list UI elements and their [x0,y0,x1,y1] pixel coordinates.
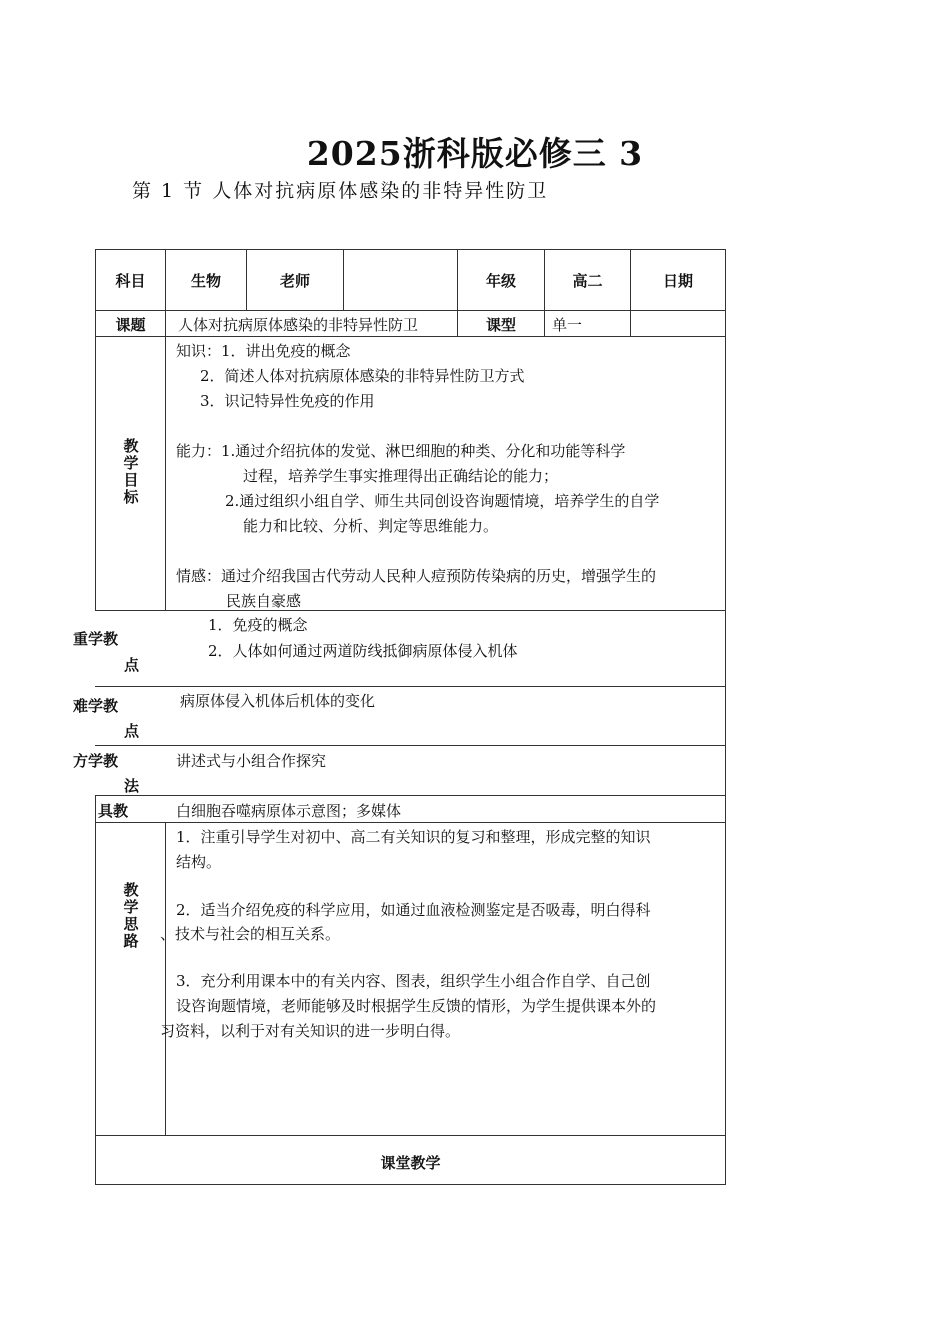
grade-value: 高二 [572,272,603,290]
approach-line: 3．充分利用课本中的有关内容、图表，组织学生小组合作自学、自己创 [176,972,651,990]
objective-line: 2．简述人体对抗病原体感染的非特异性防卫方式 [200,367,525,385]
difficulties-label-suffix: 点 [124,722,140,740]
column-divider [343,249,344,310]
objective-line: 能力：1.通过介绍抗体的发觉、淋巴细胞的种类、分化和功能等科学 [176,442,626,460]
difficulties-label: 难学教 [73,697,119,715]
row-divider [95,822,726,823]
key-point-line: 1．免疫的概念 [208,616,308,634]
key-points-label: 重学教 [73,630,119,648]
approach-line: 1．注重引导学生对初中、高二有关知识的复习和整理，形成完整的知识 [176,828,651,846]
table-border-right [725,249,726,1185]
key-point-line: 2．人体如何通过两道防线抵御病原体侵入机体 [208,642,518,660]
objectives-label: 教学目标 [123,437,139,506]
objective-line: 情感：通过介绍我国古代劳动人民种人痘预防传染病的历史，增强学生的 [176,567,657,585]
table-border-bottom [95,1184,726,1185]
approach-line: 结构。 [176,853,222,871]
date-label: 日期 [662,272,693,290]
row-divider [95,336,726,337]
objective-line: 知识：1．讲出免疫的概念 [176,342,351,360]
approach-line: 习资料，以利于对有关知识的进一步明白得。 [160,1022,461,1040]
row-divider [95,1135,726,1136]
objective-line: 能力和比较、分析、判定等思维能力。 [243,517,499,535]
approach-line: 、技术与社会的相互关系。 [160,925,341,943]
column-divider [165,310,166,611]
methods-label-suffix: 法 [124,777,140,795]
objective-line: 过程，培养学生事实推理得出正确结论的能力； [243,467,559,485]
approach-line: 设咨询题情境，老师能够及时根据学生反馈的情形，为学生提供课本外的 [176,997,657,1015]
difficulties-text: 病原体侵入机体后机体的变化 [180,692,376,710]
subject-label: 科目 [115,272,146,290]
column-divider [544,310,545,336]
objective-line: 民族自豪感 [226,592,302,610]
key-points-label-suffix: 点 [124,656,140,674]
tools-text: 白细胞吞噬病原体示意图；多媒体 [176,802,402,820]
methods-text: 讲述式与小组合作探究 [176,752,327,770]
row-divider [95,745,726,746]
topic-value: 人体对抗病原体感染的非特异性防卫 [178,316,419,334]
grade-label: 年级 [485,272,516,290]
classroom-teaching-label: 课堂教学 [380,1154,441,1172]
column-divider [630,310,631,336]
methods-label: 方学教 [73,752,119,770]
type-value: 单一 [552,316,583,334]
table-border-left [95,249,96,611]
table-border-left [95,795,96,1185]
approach-label: 教学思路 [123,881,139,950]
objective-line: 2.通过组织小组自学、师生共同创设咨询题情境，培养学生的自学 [225,492,660,510]
row-divider [95,310,726,311]
document-title: 2025浙科版必修三 3 [306,134,644,173]
objective-line: 3．识记特异性免疫的作用 [200,392,375,410]
document-subtitle: 第 1 节 人体对抗病原体感染的非特异性防卫 [132,180,549,202]
row-divider [95,686,726,687]
tools-label: 具教 [98,802,129,820]
subject-value: 生物 [190,272,221,290]
topic-label: 课题 [115,316,146,334]
table-border-top [95,249,726,250]
row-divider [95,610,726,611]
teacher-label: 老师 [279,272,310,290]
type-label: 课型 [485,316,516,334]
row-divider [95,795,726,796]
approach-line: 2．适当介绍免疫的科学应用，如通过血液检测鉴定是否吸毒，明白得科 [176,901,651,919]
column-divider [165,822,166,1135]
